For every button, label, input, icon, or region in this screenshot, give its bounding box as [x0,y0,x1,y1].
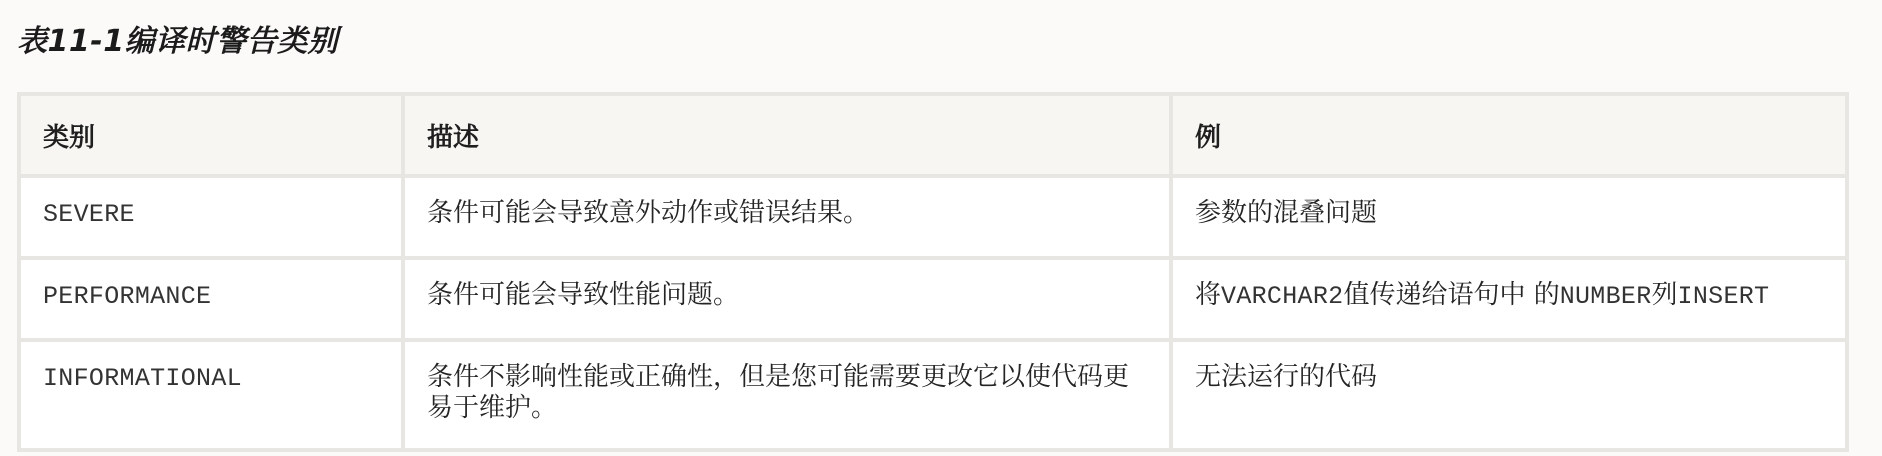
category-code: INFORMATIONAL [43,364,242,393]
example-text: 列 [1651,280,1678,310]
category-cell [19,340,403,450]
table-row [19,176,1847,258]
column-header-description: 描述 [403,94,1171,176]
example-code: INSERT [1677,282,1770,311]
example-text: 值传递给语句中 的 [1343,280,1560,310]
example-text: 无法运行的代码 [1195,362,1378,392]
example-cell [1171,340,1847,450]
category-code: PERFORMANCE [43,282,212,311]
column-header-category: 类别 [19,94,403,176]
table-row [19,258,1847,340]
example-text: 将 [1195,280,1222,310]
description-cell: 条件可能会导致意外动作或错误结果。 [403,176,1171,258]
column-header-example: 例 [1171,94,1847,176]
example-cell [1171,176,1847,258]
category-cell [19,258,403,340]
table-row [19,340,1847,450]
category-code: SEVERE [43,200,135,229]
warning-categories-table [17,92,1849,452]
table-header-row [19,94,1847,176]
example-code: VARCHAR2 [1221,282,1344,311]
category-cell [19,176,403,258]
description-cell: 条件可能会导致性能问题。 [403,258,1171,340]
table-caption: 表11-1编译时警告类别 [17,24,339,59]
example-text: 参数的混叠问题 [1195,198,1378,228]
description-cell: 条件不影响性能或正确性，但是您可能需要更改它以使代码更易于维护。 [403,340,1171,450]
example-cell [1171,258,1847,340]
example-code: NUMBER [1559,282,1652,311]
